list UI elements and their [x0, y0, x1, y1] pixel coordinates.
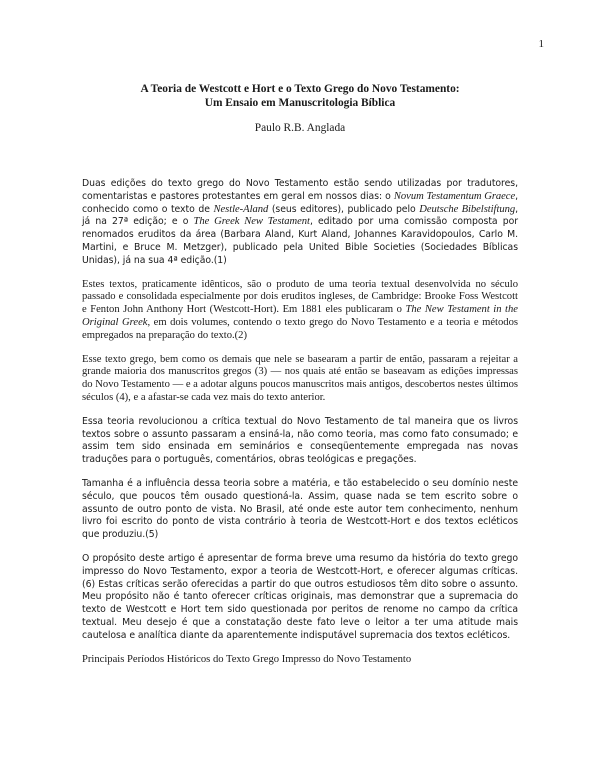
page-number: 1 — [538, 38, 544, 50]
paragraph-1 — [82, 178, 518, 268]
p1-italic-bibelstiftung: Deutsche Bibelstiftung — [419, 203, 516, 215]
paragraph-3: Esse texto grego, bem como os demais que nele se basearam a partir de então, passaram a rejeitar a grande maioria dos manuscritos gregos (3) — nos quais até então se baseavam as edições impressas do Novo Testamento — e a adotar alguns poucos manuscritos mais antigos, descobertos nestes últimos séculos (4), e a afastar-se cada vez mais do texto anterior. — [82, 353, 518, 403]
p1-text-e: (seus editores), publicado pelo — [268, 203, 420, 215]
section-heading: Principais Períodos Históricos do Texto Grego Impresso do Novo Testamento — [82, 653, 412, 665]
paragraph-4: Essa teoria revolucionou a crítica textual do Novo Testamento de tal maneira que os livros textos sobre o assunto passaram a ensiná-la, não como teoria, mas como fato consumado; e assim tem sido ensinada em seminários e conseqüentemente empregada nas novas traduções para o português, comentários, obras teológicas e pregações. — [82, 415, 518, 466]
paragraph-6: O propósito deste artigo é apresentar de forma breve uma resumo da história do texto grego impresso do Novo Testamento, expor a teoria de Westcott-Hort, e oferecer algumas críticas.(6) Estas críticas serão oferecidas a partir do que outros estudiosos têm dito sobre o assunto. Meu propósito não é tanto oferecer críticas originais, mas demonstrar que a supremacia do texto de Westcott e Hort tem sido questionada por peritos de renome no campo da crítica textual. Meu desejo é que a constatação deste fato leve o leitor a ter uma atitude mais cautelosa e analítica diante da aparentemente indisputável supremacia dos textos ecléticos. — [82, 552, 518, 641]
paragraph-2 — [82, 279, 518, 343]
article-title — [82, 82, 518, 110]
p1-text-c: , conhecido como o texto de — [82, 190, 518, 215]
title-line-2: Um Ensaio em Manuscritologia Bíblica — [204, 97, 396, 109]
p2-text-a: Estes textos, praticamente idênticos, são o produto de uma teoria textual desenvolvida no século passado e consolidada especialmente por dois eruditos ingleses, de Cambridge: Brooke Foss Westcott e Fenton John Anthony Hort (Westcott-Hort). Em 1881 eles publicaram o — [82, 278, 518, 316]
title-block — [82, 82, 518, 134]
p2-text-c: , em dois volumes, contendo o texto grego do Novo Testamento e a teoria e métodos empregados na preparação do texto.(2) — [82, 316, 518, 341]
title-line-1: A Teoria de Westcott e Hort e o Texto Grego do Novo Testamento: — [140, 83, 460, 95]
p2-italic-title: The New Testament in the Original Greek — [82, 304, 518, 328]
p1-italic-greek-nt: The Greek New Testament — [193, 216, 310, 228]
article-body — [82, 178, 518, 677]
paragraph-5: Tamanha é a influência dessa teoria sobre a matéria, e tão estabelecido o seu domínio neste século, que poucos têm ousado questioná-la. Assim, quase nada se tem escrito sobre o assunto de outro ponto de vista. No Brasil, até onde este autor tem conhecimento, nenhum livro foi escrito do ponto de vista contrário à teoria de Westcott-Hort e dos textos ecléticos que produziu.(5) — [82, 477, 518, 541]
p1-text-g: , já na 27ª edição; e o — [82, 203, 518, 228]
p1-text-i: , editado por uma comissão composta por renomados eruditos da área (Barbara Aland, Kurt Aland, Johannes Karavidopoulos, Carlo M. Martini, e Bruce M. Metzger), publicado pela United Bible Societies (Sociedades Bíblicas Unidas), já na sua 4ª edição.(1) — [82, 216, 519, 266]
author-name: Paulo R.B. Anglada — [254, 122, 346, 134]
p1-text-a: Duas edições do texto grego do Novo Testamento estão sendo utilizadas por tradutores, comentaristas e pastores protestantes em geral em nossos dias: o — [82, 178, 518, 202]
p1-italic-nestle: Nestle-Aland — [213, 203, 269, 215]
p1-italic-novum: Novum Testamentum Graece — [393, 190, 516, 202]
